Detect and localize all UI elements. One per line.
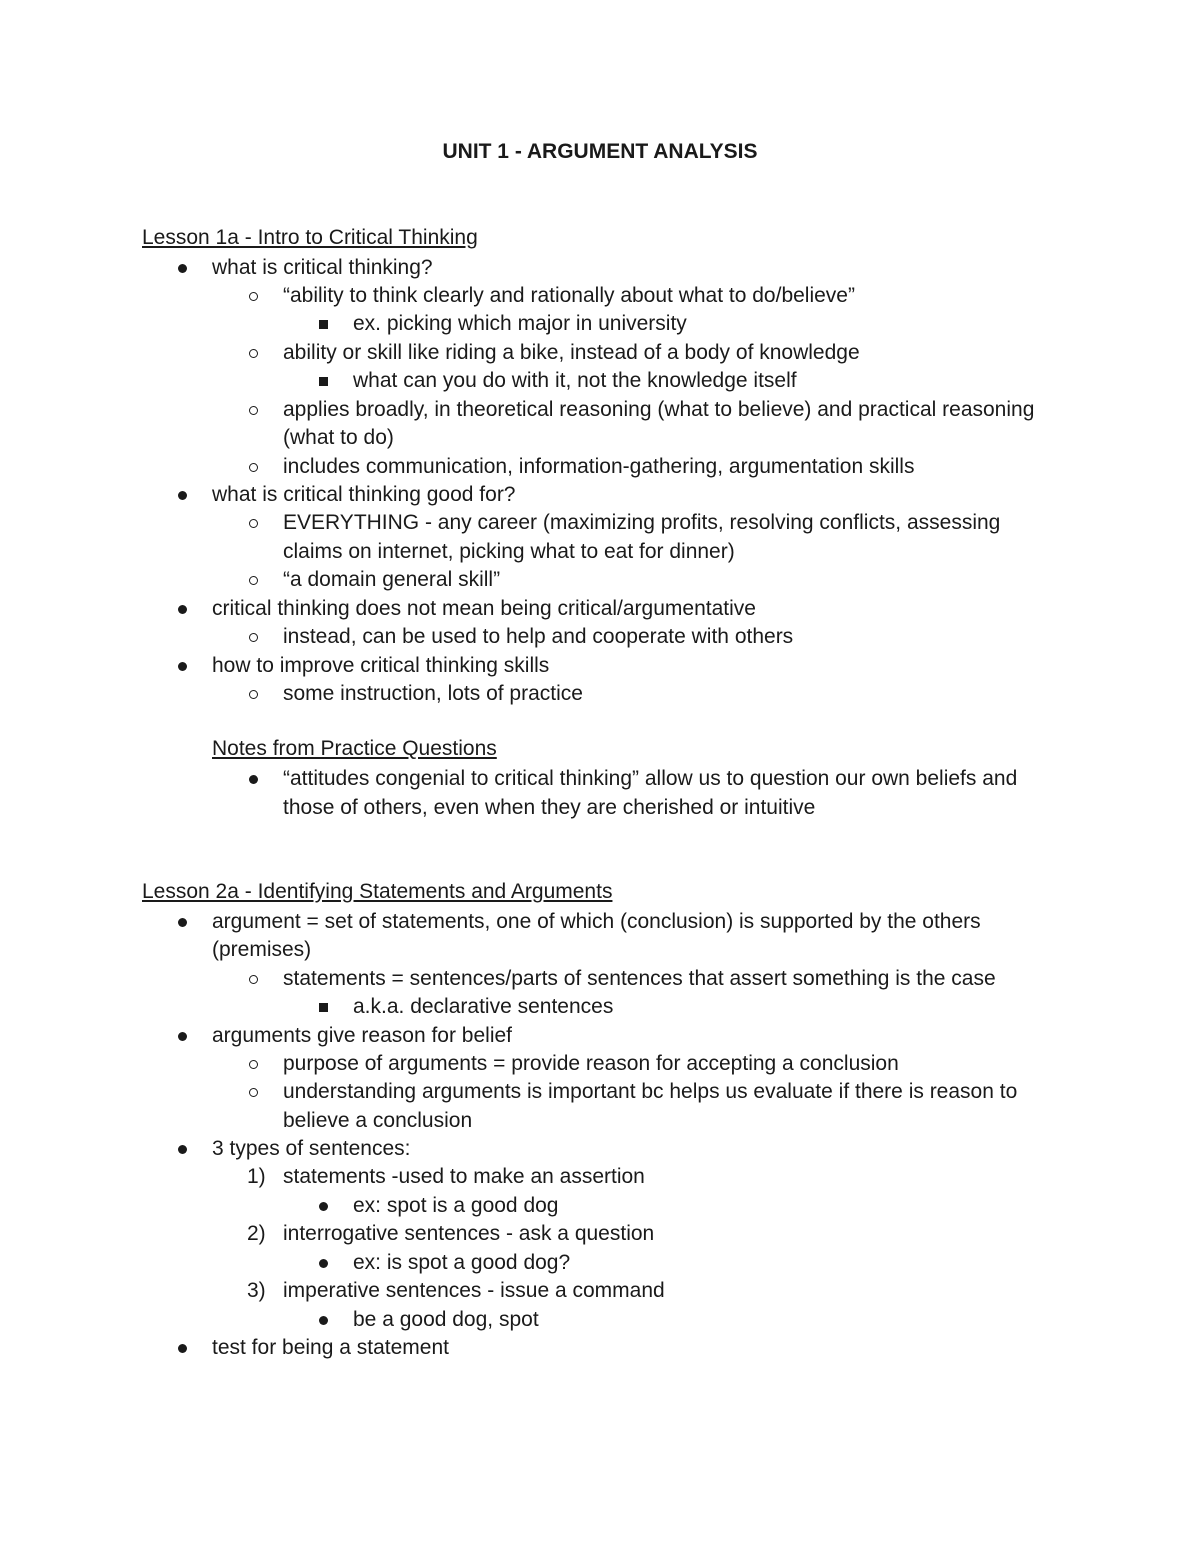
note-line: how to improve critical thinking skills	[212, 654, 550, 677]
bullet-circle-icon	[249, 292, 258, 301]
bullet-circle-icon	[249, 349, 258, 358]
bullet-disc-icon	[178, 1344, 187, 1353]
bullet-square-icon	[319, 320, 328, 329]
bullet-disc-icon	[178, 491, 187, 500]
note-line: what is critical thinking?	[212, 256, 433, 279]
bullet-disc-icon	[249, 775, 258, 784]
note-line: statements -used to make an assertion	[283, 1165, 645, 1188]
note-line: interrogative sentences - ask a question	[283, 1222, 655, 1245]
bullet-disc-icon	[319, 1202, 328, 1211]
bullet-disc-icon	[319, 1316, 328, 1325]
note-line: arguments give reason for belief	[212, 1024, 512, 1047]
note-line: be a good dog, spot	[353, 1308, 539, 1331]
note-line: includes communication, information-gathering, argumentation skills	[283, 455, 915, 478]
note-line: instead, can be used to help and cooperate with others	[283, 625, 794, 648]
bullet-circle-icon	[249, 576, 258, 585]
note-line: (what to do)	[283, 426, 394, 449]
bullet-square-icon	[319, 377, 328, 386]
bullet-disc-icon	[178, 918, 187, 927]
lesson-2a-heading: Lesson 2a - Identifying Statements and Arguments	[142, 880, 613, 903]
practice-notes-heading: Notes from Practice Questions	[212, 737, 497, 760]
lesson-1a-heading: Lesson 1a - Intro to Critical Thinking	[142, 226, 478, 249]
bullet-circle-icon	[249, 975, 258, 984]
note-line: claims on internet, picking what to eat for dinner)	[283, 540, 735, 563]
note-line: EVERYTHING - any career (maximizing profits, resolving conflicts, assessing	[283, 511, 1001, 534]
bullet-disc-icon	[178, 662, 187, 671]
list-number: 3)	[247, 1279, 266, 1302]
note-line: what is critical thinking good for?	[212, 483, 516, 506]
note-line: what can you do with it, not the knowledge itself	[353, 369, 797, 392]
note-line: test for being a statement	[212, 1336, 449, 1359]
note-line: imperative sentences - issue a command	[283, 1279, 665, 1302]
note-line: “a domain general skill”	[283, 568, 501, 591]
note-line: ex. picking which major in university	[353, 312, 687, 335]
bullet-disc-icon	[178, 264, 187, 273]
list-number: 1)	[247, 1165, 266, 1188]
bullet-disc-icon	[178, 1032, 187, 1041]
note-line: understanding arguments is important bc helps us evaluate if there is reason to	[283, 1080, 1018, 1103]
bullet-disc-icon	[319, 1259, 328, 1268]
note-line: critical thinking does not mean being critical/argumentative	[212, 597, 756, 620]
note-line: ability or skill like riding a bike, instead of a body of knowledge	[283, 341, 860, 364]
note-line: ex: spot is a good dog	[353, 1194, 559, 1217]
bullet-circle-icon	[249, 690, 258, 699]
note-line: those of others, even when they are cherished or intuitive	[283, 796, 816, 819]
note-line: “attitudes congenial to critical thinking” allow us to question our own beliefs and	[283, 767, 1018, 790]
bullet-circle-icon	[249, 1088, 258, 1097]
note-line: argument = set of statements, one of which (conclusion) is supported by the others	[212, 910, 981, 933]
list-number: 2)	[247, 1222, 266, 1245]
bullet-disc-icon	[178, 605, 187, 614]
note-line: statements = sentences/parts of sentences that assert something is the case	[283, 967, 996, 990]
bullet-disc-icon	[178, 1145, 187, 1154]
note-line: some instruction, lots of practice	[283, 682, 583, 705]
bullet-circle-icon	[249, 633, 258, 642]
note-line: “ability to think clearly and rationally about what to do/believe”	[283, 284, 855, 307]
bullet-square-icon	[319, 1003, 328, 1012]
bullet-circle-icon	[249, 463, 258, 472]
note-line: 3 types of sentences:	[212, 1137, 411, 1160]
bullet-circle-icon	[249, 1060, 258, 1069]
note-line: (premises)	[212, 938, 312, 961]
bullet-circle-icon	[249, 519, 258, 528]
note-line: ex: is spot a good dog?	[353, 1251, 571, 1274]
note-line: purpose of arguments = provide reason for accepting a conclusion	[283, 1052, 899, 1075]
page-title: UNIT 1 - ARGUMENT ANALYSIS	[442, 140, 758, 163]
bullet-circle-icon	[249, 406, 258, 415]
note-line: believe a conclusion	[283, 1109, 473, 1132]
note-line: applies broadly, in theoretical reasoning (what to believe) and practical reasoning	[283, 398, 1035, 421]
note-line: a.k.a. declarative sentences	[353, 995, 614, 1018]
